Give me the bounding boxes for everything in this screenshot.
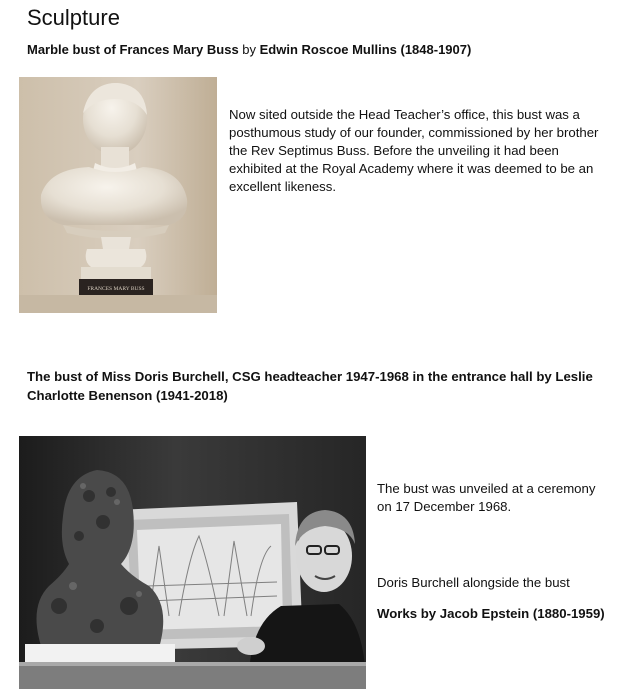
doris-burchell-photo — [19, 436, 366, 689]
bust-plaque-text: FRANCES MARY BUSS — [87, 286, 145, 292]
frances-buss-bust-photo — [19, 77, 217, 313]
caption-artist: Edwin Roscoe Mullins (1848-1907) — [259, 42, 472, 57]
frances-buss-description: Now sited outside the Head Teacher’s office, this bust was a posthumous study of our founder, commissioned by her brother the Rev Septimus Buss. Before the unveiling it had been exhibited at the Royal Academy where it was deemed to be an excellent likeness. — [229, 107, 599, 194]
photo-caption: Doris Burchell alongside the bust — [377, 575, 570, 590]
burchell-bust-image — [19, 436, 366, 689]
caption-subject: Marble bust of Frances Mary Buss — [27, 42, 239, 57]
page-title: Sculpture — [27, 5, 120, 30]
marble-bust-image — [19, 77, 217, 313]
doris-burchell-caption: The bust of Miss Doris Burchell, CSG headteacher 1947-1968 in the entrance hall by Leslie Charlotte Benenson (1941-2018) — [27, 369, 593, 403]
epstein-heading: Works by Jacob Epstein (1880-1959) — [377, 606, 605, 621]
frances-buss-caption — [27, 42, 471, 57]
unveiling-text: The bust was unveiled at a ceremony on 17 December 1968. — [377, 481, 596, 514]
caption-by: by — [238, 42, 260, 57]
